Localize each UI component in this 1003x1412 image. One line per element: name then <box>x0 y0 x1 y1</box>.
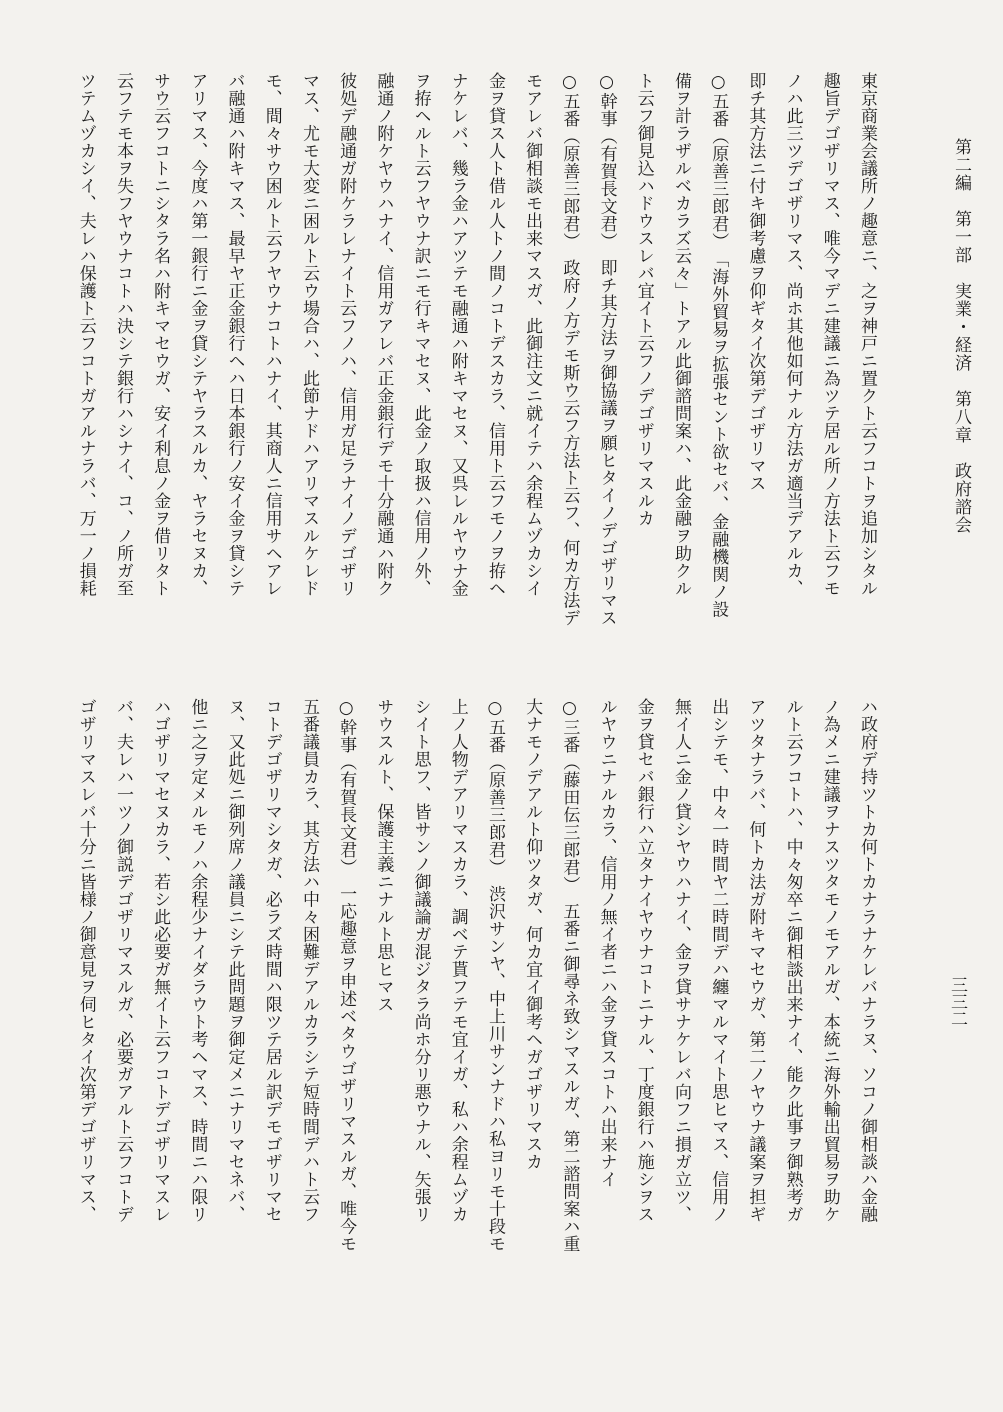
text-line: バ融通ハ附キマス、最早ヤ正金銀行ヘハ日本銀行ノ安イ金ヲ貸シテ <box>224 72 245 597</box>
text-line: 東京商業会議所ノ趣意ニ、之ヲ神戸ニ置クト云フコトヲ追加シタル <box>857 72 877 597</box>
text-line: ヌ、又此処ニ御列席ノ議員ニシテ此問題ヲ御定メニナリマセネバ、 <box>224 698 245 1223</box>
text-line: モアレバ御相談モ出来マスガ、此御注文ニ就イテハ余程ムヅカシイ <box>522 72 543 597</box>
text-line: コトデゴザリマシタガ、必ラズ時間ハ限ツテ居ル訳デモゴザリマセ <box>261 698 282 1223</box>
text-line: ルヤウニナルカラ、信用ノ無イ者ニハ金ヲ貸スコトハ出来ナイ <box>596 698 617 1188</box>
text-line: ナケレバ、幾ラ金ハアツテモ融通ハ附キマセヌ、又呉レルヤウナ金 <box>447 72 468 597</box>
text-line: アツタナラバ、何トカ法ガ附キマセウガ、第二ノヤウナ議案ヲ担ギ <box>745 698 766 1223</box>
text-line: シイト思フ、皆サンノ御議論ガ混ジタラ尚ホ分リ悪ウナル、矢張リ <box>410 698 431 1223</box>
text-line: ○五番（原善三郎君） 政府ノ方デモ斯ウ云フ方法ト云フ、何カ方法デ <box>559 72 580 627</box>
text-line: 他ニ之ヲ定メルモノハ余程少ナイダラウト考ヘマス、時間ニハ限リ <box>187 698 208 1223</box>
text-line: 云フテモ本ヲ失フヤウナコトハ決シテ銀行ハシナイ、コ、ノ所ガ至 <box>112 72 133 597</box>
text-line: ノハ此三ツデゴザリマス、尚ホ其他如何ナル方法ガ適当デアルカ、 <box>782 72 803 597</box>
text-line: 備ヲ計ラザルベカラズ云々」トアル此御諮問案ハ、此金融ヲ助クル <box>670 72 691 597</box>
text-line: サウ云フコトニシタラ名ハ附キマセウガ、安イ利息ノ金ヲ借リタト <box>150 72 171 597</box>
text-line: 趣旨デゴザリマス、唯今マデニ建議ニ為ツテ居ル所ノ方法ト云フモ <box>819 72 840 597</box>
page-number: 三三二 <box>947 976 967 1027</box>
text-line: ○三番（藤田伝三郎君） 五番ニ御尋ネ致シマスルガ、第二諮問案ハ重 <box>559 698 580 1253</box>
text-line: ハゴザリマセヌカラ、若シ此必要ガ無イト云フコトデゴザリマスレ <box>150 698 171 1223</box>
text-line: 融通ノ附ケヤウハナイ、信用ガアレバ正金銀行デモ十分融通ハ附ク <box>373 72 394 597</box>
text-line: 出シテモ、中々一時間ヤ二時間デハ纏マルマイト思ヒマス、信用ノ <box>708 698 729 1223</box>
text-line: 即チ其方法ニ付キ御考慮ヲ仰ギタイ次第デゴザリマス <box>745 72 766 492</box>
text-line: ノ為メニ建議ヲナスツタモノモアルガ、本統ニ海外輸出貿易ヲ助ケ <box>819 698 840 1223</box>
text-line: 金ヲ貸セバ銀行ハ立タナイヤウナコトニナル、丁度銀行ハ施シヲス <box>633 698 654 1223</box>
text-line: 金ヲ貸ス人ト借ル人トノ間ノコトデスカラ、信用ト云フモノヲ拵ヘ <box>484 72 505 597</box>
text-line: モ、間々サウ困ルト云フヤウナコトハナイ、其商人ニ信用サヘアレ <box>261 72 282 597</box>
text-line: ○五番（原善三郎君） 「海外貿易ヲ拡張セント欲セバ、金融機関ノ設 <box>708 72 729 618</box>
text-line: ゴザリマスレバ十分ニ皆様ノ御意見ヲ伺ヒタイ次第デゴザリマス、 <box>75 698 96 1223</box>
text-line: ○幹事（有賀長文君） 一応趣意ヲ申述ベタウゴザリマスルガ、唯今モ <box>336 698 357 1253</box>
text-line: サウスルト、保護主義ニナルト思ヒマス <box>373 698 394 1013</box>
text-line: 彼処デ融通ガ附ケラレナイト云フノハ、信用ガ足ラナイノデゴザリ <box>336 72 357 597</box>
text-line: 大ナモノデアルト仰ツタガ、何カ宜イ御考ヘガゴザリマスカ <box>522 698 543 1171</box>
text-line: 無イ人ニ金ノ貸シヤウハナイ、金ヲ貸サナケレバ向フニ損ガ立ツ、 <box>670 698 691 1223</box>
text-line: 五番議員カラ、其方法ハ中々困難デアルカラシテ短時間デハト云フ <box>298 698 319 1223</box>
running-head: 第二編 第一部 実業・経済 第八章 政府諮会 <box>951 138 971 534</box>
text-line: アリマス、今度ハ第一銀行ニ金ヲ貸シテヤラスルカ、ヤラセヌカ、 <box>187 72 208 597</box>
text-line: ツテムヅカシイ、夫レハ保護ト云フコトガアルナラバ、万一ノ損耗 <box>75 72 96 597</box>
text-line: ト云フ御見込ハドウスレバ宜イト云フノデゴザリマスルカ <box>633 72 654 527</box>
text-line: ハ政府デ持ツトカ何トカナラナケレバナラヌ、ソコノ御相談ハ金融 <box>857 698 877 1223</box>
text-line: ○幹事（有賀長文君） 即チ其方法ヲ御協議ヲ願ヒタイノデゴザリマス <box>596 72 617 627</box>
text-line: ○五番（原善三郎君） 渋沢サンヤ、中上川サンナドハ私ヨリモ十段モ <box>484 698 505 1253</box>
text-line: ルト云フコトハ、中々匆卒ニ御相談出来ナイ、能ク此事ヲ御熟考ガ <box>782 698 803 1223</box>
text-line: ヲ拵ヘルト云フヤウナ訳ニモ行キマセヌ、此金ノ取扱ハ信用ノ外、 <box>410 72 431 597</box>
text-line: マス、尤モ大変ニ困ルト云ウ場合ハ、此節ナドハアリマスルケレド <box>298 72 319 597</box>
text-block-top <box>75 72 885 672</box>
text-line: 上ノ人物デアリマスカラ、調ベテ貰フテモ宜イガ、私ハ余程ムヅカ <box>447 698 468 1223</box>
text-block-bottom <box>75 698 885 1346</box>
text-line: バ、夫レハ一ツノ御説デゴザリマスルガ、必要ガアルト云フコトデ <box>112 698 133 1223</box>
